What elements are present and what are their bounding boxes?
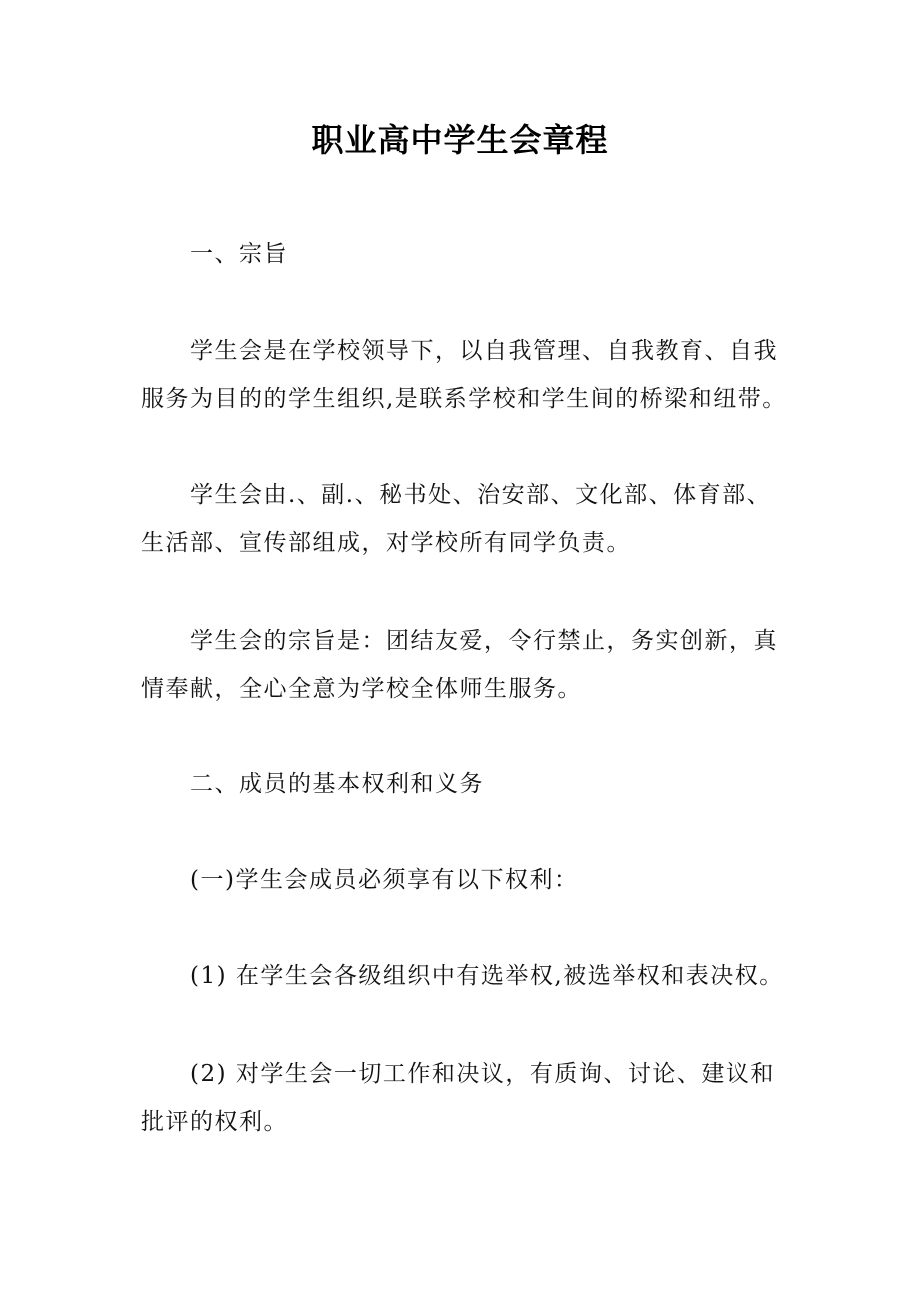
list-item: (2) 对学生会一切工作和决议，有质询、讨论、建议和批评的权利。	[141, 1061, 775, 1135]
list-item: (1) 在学生会各级组织中有选举权,被选举权和表决权。	[190, 963, 784, 989]
document-title: 职业高中学生会章程	[311, 121, 609, 159]
section-heading-purpose: 一、宗旨	[190, 241, 288, 267]
paragraph: 学生会是在学校领导下，以自我管理、自我教育、自我服务为目的的学生组织,是联系学校和学生间的桥梁和纽带。	[141, 338, 787, 412]
paragraph: 学生会由.、副.、秘书处、治安部、文化部、体育部、生活部、宣传部组成，对学校所有同学负责。	[141, 482, 772, 556]
section-heading-rights: 二、成员的基本权利和义务	[190, 771, 484, 797]
paragraph: 学生会的宗旨是：团结友爱，令行禁止，务实创新，真情奉献，全心全意为学校全体师生服务。	[141, 628, 778, 702]
subsection-heading: (一)学生会成员必须享有以下权利：	[190, 867, 579, 893]
